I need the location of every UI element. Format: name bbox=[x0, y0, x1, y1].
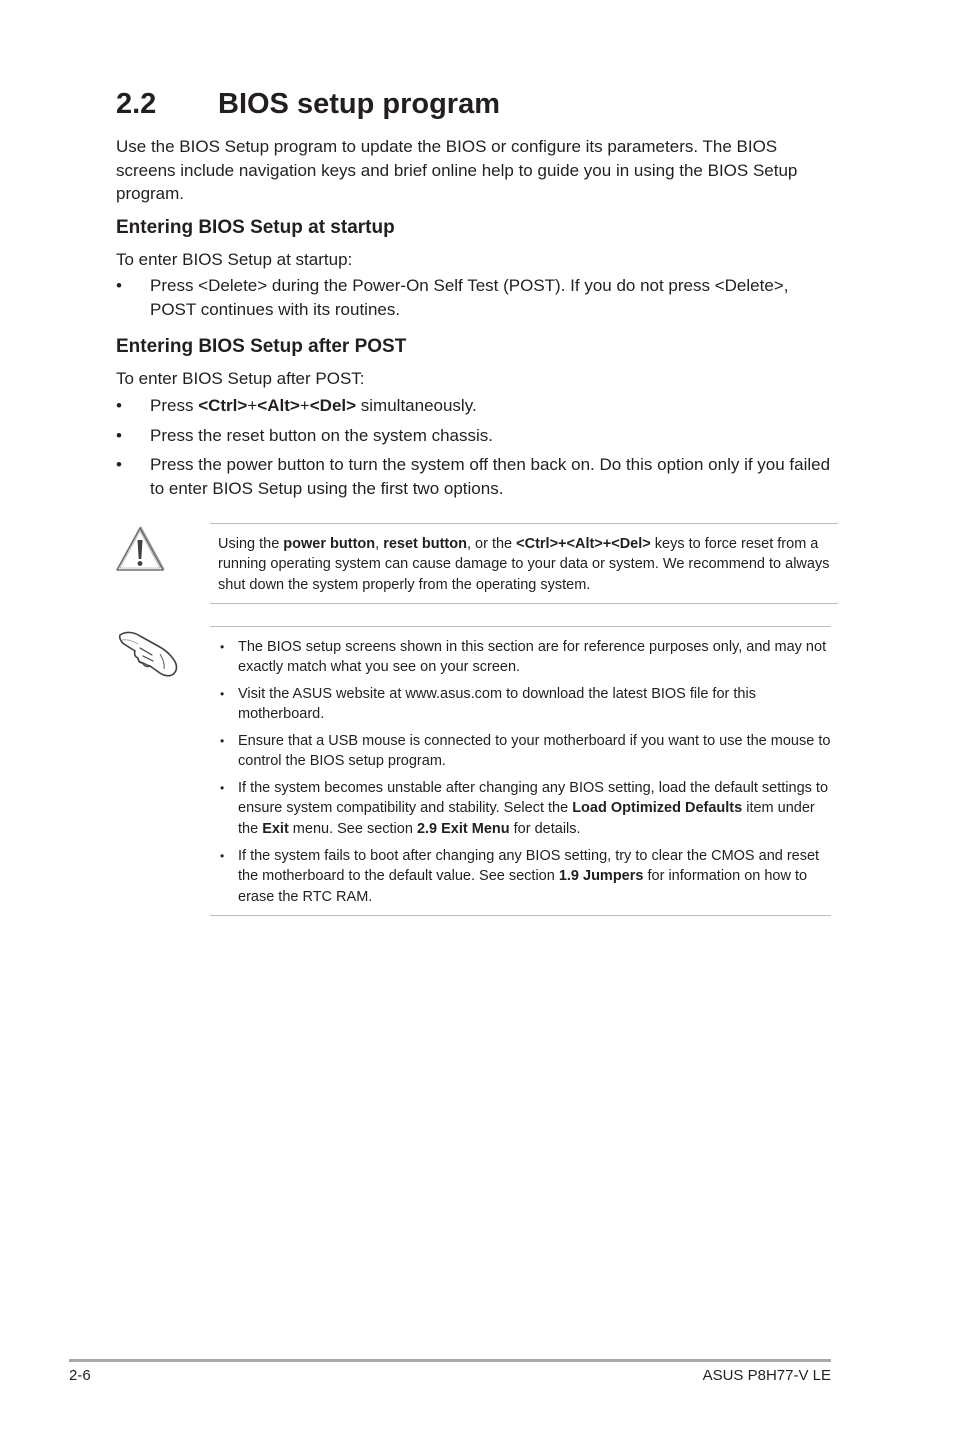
after-post-bullet-2 bbox=[116, 424, 836, 448]
after-post-heading: Entering BIOS Setup after POST bbox=[116, 336, 407, 357]
product-name: ASUS P8H77-V LE bbox=[702, 1367, 831, 1384]
after-post-bullet-3-text: Press the power button to turn the system off then back on. Do this option only if you failed to enter BIOS Setup using the first two options. bbox=[150, 455, 831, 498]
note-item-2 bbox=[220, 684, 835, 726]
bullet: • bbox=[116, 455, 122, 474]
startup-bullet-item bbox=[116, 274, 836, 322]
bullet: • bbox=[116, 276, 122, 295]
startup-heading: Entering BIOS Setup at startup bbox=[116, 217, 395, 238]
caution-text: Using the power button, reset button, or the <Ctrl>+<Alt>+<Del> keys to force reset from a running operating system can cause damage to your data or system. We recommend to always shut down the system properly from the operating system. bbox=[218, 536, 830, 593]
notes-top-rule bbox=[210, 626, 831, 627]
footer-rule bbox=[69, 1359, 831, 1362]
after-post-lead: To enter BIOS Setup after POST: bbox=[116, 369, 365, 388]
note-item-1-text: The BIOS setup screens shown in this section are for reference purposes only, and may not exactly match what you see on your screen. bbox=[238, 639, 827, 676]
bullet: • bbox=[220, 734, 225, 748]
note-item-5-text: If the system fails to boot after changing any BIOS setting, try to clear the CMOS and reset the motherboard to the default value. See section 1.9 Jumpers for information on how to erase the RTC RAM. bbox=[238, 848, 820, 905]
pointing-hand-icon bbox=[116, 626, 180, 678]
after-post-bullet-1-text: Press <Ctrl>+<Alt>+<Del> simultaneously. bbox=[150, 396, 477, 415]
page-number: 2-6 bbox=[69, 1367, 91, 1384]
caution-bottom-rule bbox=[210, 603, 838, 604]
note-item-5 bbox=[220, 846, 835, 908]
section-number: 2.2 bbox=[116, 88, 157, 120]
startup-lead: To enter BIOS Setup at startup: bbox=[116, 250, 353, 269]
startup-bullet-text: Press <Delete> during the Power-On Self Test (POST). If you do not press <Delete>, POST continues with its routines. bbox=[150, 276, 789, 319]
bullet: • bbox=[116, 396, 122, 415]
bullet: • bbox=[220, 781, 225, 795]
note-item-1 bbox=[220, 637, 835, 679]
warning-triangle-icon bbox=[114, 524, 166, 572]
caution-top-rule bbox=[210, 523, 838, 524]
note-item-3-text: Ensure that a USB mouse is connected to your motherboard if you want to use the mouse to control the BIOS setup program. bbox=[238, 733, 831, 770]
bullet: • bbox=[220, 849, 225, 863]
notes-bottom-rule bbox=[210, 915, 831, 916]
section-title bbox=[116, 88, 500, 121]
bullet: • bbox=[220, 640, 225, 654]
note-item-4 bbox=[220, 778, 835, 840]
intro-paragraph: Use the BIOS Setup program to update the BIOS or configure its parameters. The BIOS screens include navigation keys and brief online help to guide you in using the BIOS Setup program. bbox=[116, 137, 798, 203]
bullet: • bbox=[220, 687, 225, 701]
after-post-bullet-1 bbox=[116, 394, 836, 418]
section-title-text: BIOS setup program bbox=[218, 88, 500, 120]
after-post-bullet-3 bbox=[116, 453, 836, 501]
after-post-bullet-2-text: Press the reset button on the system chassis. bbox=[150, 426, 493, 445]
note-item-3 bbox=[220, 731, 835, 773]
note-item-2-text: Visit the ASUS website at www.asus.com to download the latest BIOS file for this motherboard. bbox=[238, 686, 756, 723]
bullet: • bbox=[116, 426, 122, 445]
note-item-4-text: If the system becomes unstable after changing any BIOS setting, load the default settings to ensure system compatibility and stability. Select the Load Optimized Defaults item under the Exit menu. See section 2.9 Exit Menu for details. bbox=[238, 780, 829, 837]
